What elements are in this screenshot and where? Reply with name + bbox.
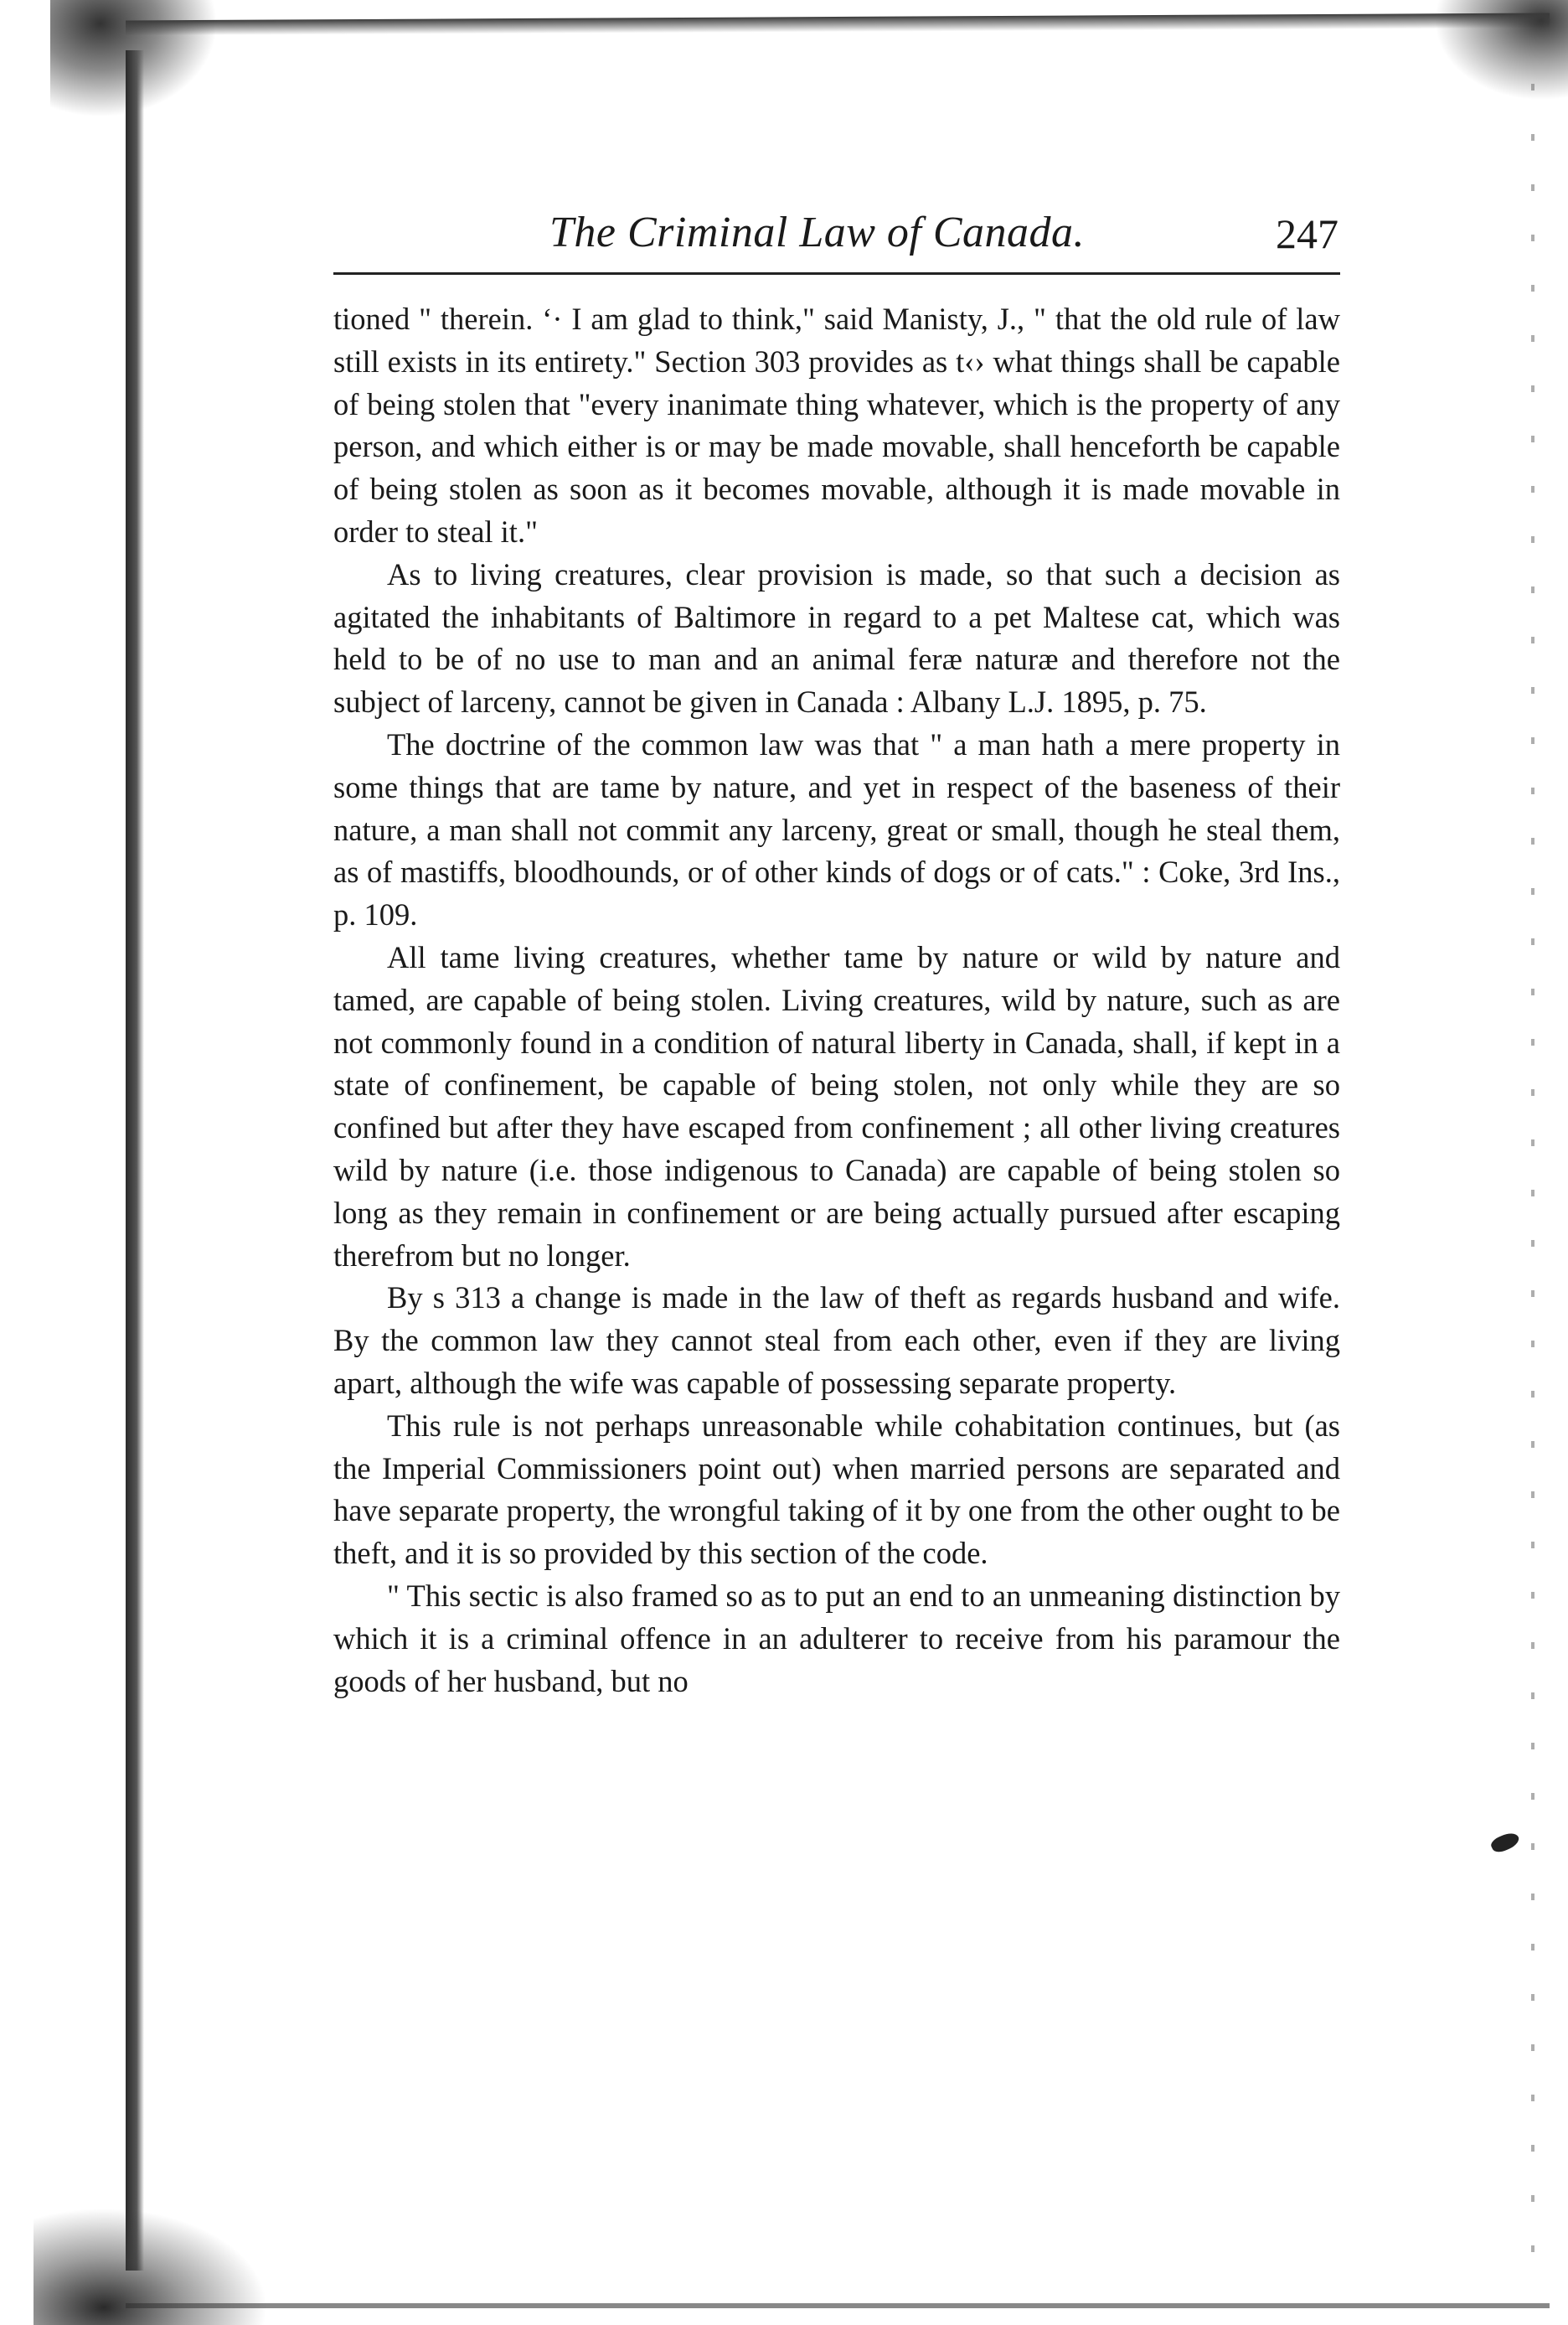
ink-smudge xyxy=(1489,1830,1521,1856)
page-header xyxy=(333,208,1338,268)
paragraph-4: All tame living creatures, whether tame by nature or wild by nature and tamed, are capable of being stolen. Living creatures, wild by nature, such as are not commonly found in a condition of natural liberty in Canada, shall, if kept in a state of confinement, be capable of being stolen, not only while they are so confined but after they have escaped from confinement ; all other living creatures wild by nature (i.e. those indigenous to Canada) are capable of being stolen so long as they remain in confinement or are being actually pursued after escaping therefrom but no longer. xyxy=(333,939,1340,1273)
paragraph-2: As to living creatures, clear provision is made, so that such a decision as agitated the inhabitants of Baltimore in regard to a pet Maltese cat, which was held to be of no use to man and an animal feræ naturæ and therefore not the subject of larceny, cannot be given in Canada : Albany L.J. 1895, p. 75. xyxy=(333,556,1340,720)
paragraph-3: The doctrine of the common law was that " a man hath a mere property in some things that are tame by nature, and yet in respect of the baseness of their nature, a man shall not commit any larceny, great or small, though he steal them, as of mastiffs, bloodhounds, or of other kinds of dogs or of cats." : Coke, 3rd Ins., p. 109. xyxy=(333,726,1340,933)
running-title: The Criminal Law of Canada. xyxy=(549,209,1086,256)
scan-edge-top xyxy=(126,13,1550,36)
paragraph-7: " This sectic is also framed so as to put an end to an unmeaning distinction by which it is a criminal offence in an adulterer to receive from his paramour the goods of her husband, but no xyxy=(333,1578,1340,1698)
header-rule xyxy=(333,272,1340,275)
scan-edge-bottom xyxy=(126,2303,1550,2308)
paragraph-1: tioned " therein. ‘· I am glad to think," said Manisty, J., " that the old rule of law still exists in its entirety." Section 303 provides as t‹› what things shall be capable of being stolen that "every inanimate thing whatever, which is the property of any person, and which either is or may be made movable, shall henceforth be capable of being stolen as soon as it becomes movable, although it is made movable in order to steal it." xyxy=(333,302,1340,549)
scan-edge-right xyxy=(1531,84,1534,2262)
scan-shadow-bottom-left xyxy=(34,2208,268,2325)
scan-edge-left xyxy=(126,50,144,2271)
paragraph-6: This rule is not perhaps unreasonable while cohabitation continues, but (as the Imperial Commissioners point out) when married persons are separated and have separate property, the wrongful taking of it by one from the other ought to be theft, and it is so provided by this section of the code. xyxy=(333,1408,1340,1571)
page-number: 247 xyxy=(1276,210,1338,257)
body-text xyxy=(333,298,1340,1702)
paragraph-5: By s 313 a change is made in the law of theft as regards husband and wife. By the common law they cannot steal from each other, even if they are living apart, although the wife was capable of possessing separate property. xyxy=(333,1280,1340,1400)
